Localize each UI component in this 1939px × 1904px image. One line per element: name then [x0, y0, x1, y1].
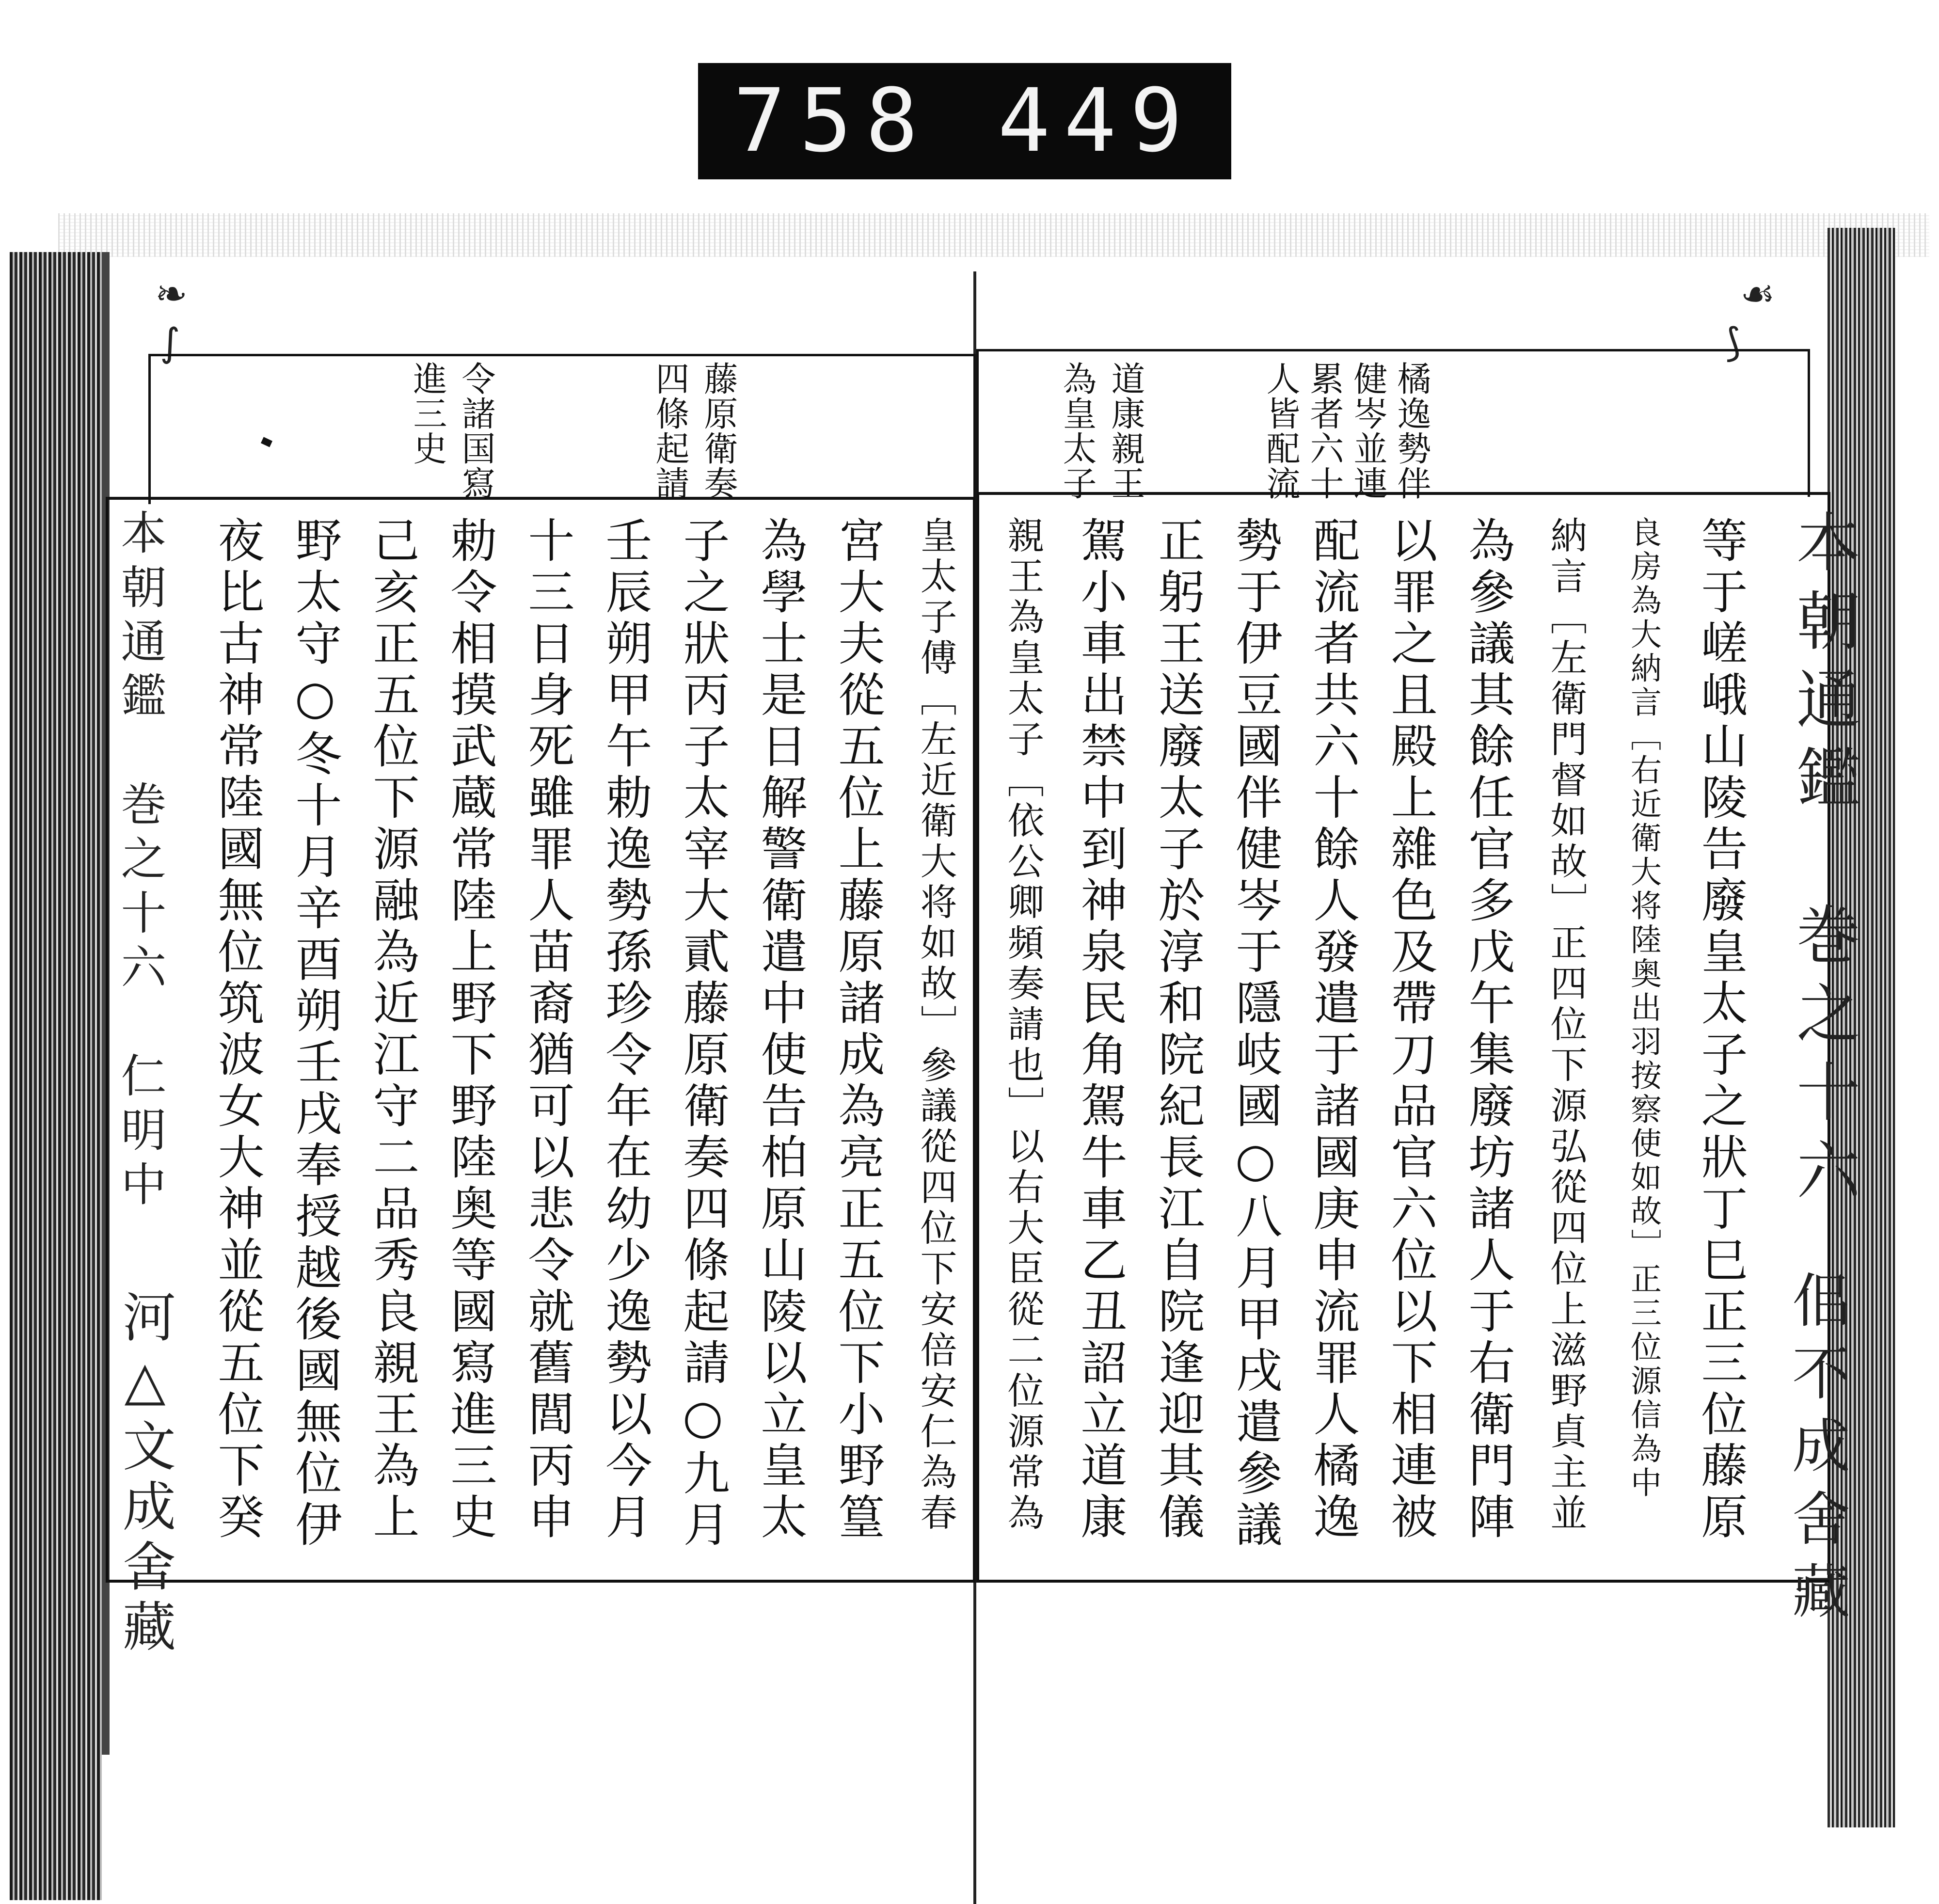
page-top-edge — [58, 213, 1929, 257]
left-body-column: 宮大夫從五位上藤原諸成為亮正五位下小野篁 — [831, 516, 885, 1544]
right-headnote-line: 道康親王 — [1106, 361, 1145, 501]
left-body-column: 勅令相摸武蔵常陸上野下野陸奥等國寫進三史 — [443, 516, 497, 1544]
left-headnote-line: 四條起請 — [650, 361, 690, 501]
fleuron-icon: ∫ — [160, 320, 180, 365]
left-body-column: 野太守○冬十月辛酉朔壬戌奉授越後國無位伊 — [288, 516, 342, 1552]
left-headnote-line: 進三史 — [408, 361, 447, 466]
left-body-column: 夜比古神常陸國無位筑波女大神並從五位下癸 — [210, 516, 265, 1544]
fleuron-icon: ⟆ — [1726, 320, 1741, 365]
left-headnote-line: 藤原衛奏 — [699, 361, 738, 501]
book-left-edge — [10, 252, 102, 1900]
right-headnote-line: 健岑並連 — [1348, 361, 1388, 501]
right-body-column: 正躬王送廢太子於淳和院紀長江自院逢迎其儀 — [1151, 516, 1205, 1544]
right-headnote-line: 橘逸勢伴 — [1392, 361, 1431, 501]
left-headnote-box — [148, 354, 976, 504]
right-body-column: 配流者共六十餘人發遣于諸國庚申流罪人橘逸 — [1306, 516, 1360, 1544]
right-body-column: 駕小車出禁中到神泉民角駕牛車乙丑詔立道康 — [1073, 516, 1128, 1544]
owner-stamp: 佀不成舍藏 — [1782, 1270, 1850, 1634]
right-body-column: 納言［左衛門督如故］正四位下源弘從四位上滋野貞主並 — [1544, 516, 1588, 1534]
right-headnote-line: 人皆配流 — [1261, 361, 1301, 501]
left-body-column: 為學士是日解警衛遣中使告柏原山陵以立皇太 — [753, 516, 808, 1544]
right-headnote-line: 為皇太子 — [1057, 361, 1097, 501]
fleuron-icon: ☙ — [1740, 271, 1775, 317]
left-body-column: 壬辰朔甲午勅逸勢孫珍令年在幼少逸勢以今月 — [598, 516, 652, 1544]
left-page-title: 本朝通鑑 巻之十六 仁明中 — [113, 509, 166, 1215]
left-body-column: 皇太子傅［左近衛大将如故］參議從四位下安倍安仁為春 — [914, 516, 957, 1534]
left-owner-stamp: 河△文成舍藏 — [114, 1289, 176, 1659]
left-headnote-line: 令諸国寫 — [456, 361, 496, 501]
left-body-column: 己亥正五位下源融為近江守二品秀良親王為上 — [366, 516, 420, 1544]
right-page-title: 本朝通鑑 巻之十六 — [1785, 509, 1860, 1216]
right-body-column: 親王為皇太子［依公卿頻奏請也］以右大臣從二位源常為 — [1001, 516, 1045, 1534]
right-body-column: 等于嵯峨山陵告廢皇太子之狀丁巳正三位藤原 — [1694, 516, 1748, 1544]
right-headnote-line: 累者六十 — [1304, 361, 1344, 501]
fleuron-icon: ❧ — [155, 271, 188, 317]
right-body-column: 以罪之且殿上雜色及帶刀品官六位以下相連被 — [1383, 516, 1438, 1544]
left-body-column: 十三日身死雖罪人苗裔猶可以悲令就舊閭丙申 — [521, 516, 575, 1544]
right-body-column: 良房為大納言［右近衛大将陸奥出羽按察使如故］正三位源信為中 — [1625, 516, 1661, 1500]
right-body-column: 勢于伊豆國伴健岑于隱岐國○八月甲戌遣參議 — [1228, 516, 1283, 1552]
left-body-column: 子之狀丙子太宰大貳藤原衛奏四條起請○九月 — [676, 516, 730, 1552]
call-number-label: 758 449 — [698, 63, 1231, 179]
right-body-column: 為參議其餘任官多戊午集廢坊諸人于右衛門陣 — [1461, 516, 1515, 1544]
